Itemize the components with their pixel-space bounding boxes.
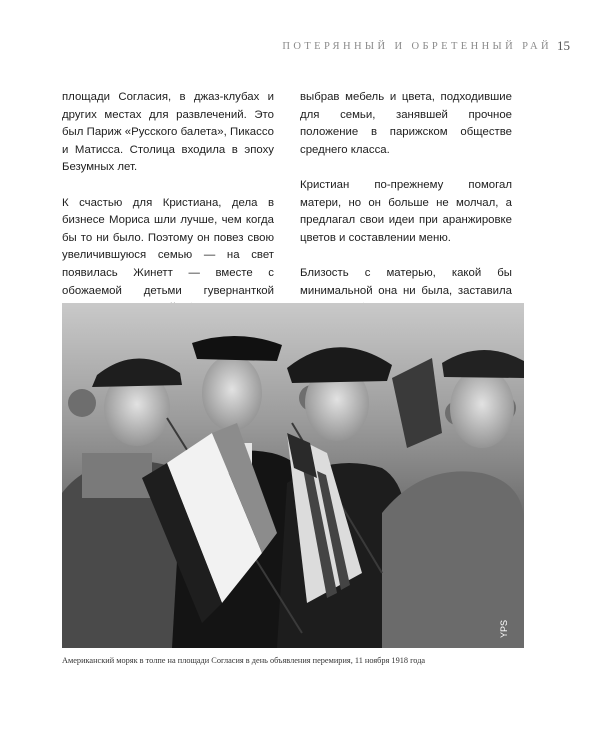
running-head: ПОТЕРЯННЫЙ И ОБРЕТЕННЫЙ РАЙ [282,41,552,52]
paragraph: Близость с матерью, какой бы минимальной она ни была, заставила [300,266,512,297]
photo-corner-mark: YPS [499,619,509,638]
archival-photo [62,303,524,648]
paragraph: Кристиан по-прежнему помогал матери, но он больше не молчал, а предлагал свои идеи при аранжировке цветов и составлении меню. [300,178,512,244]
photo-caption: Американский моряк в толпе на площади Согласия в день объявления перемирия, 11 ноября 1918 года [62,656,426,665]
paragraph: К счастью для Кристиана, дела в бизнесе Мориса шли лучше, чем когда бы то ни было. Поэтому он повез свою увеличившуюся семью — на свет появилась Жинетт — вместе с обожаемой детьми гувернанткой [62,196,274,297]
soldier-right-figure [382,350,524,648]
paragraph: площади Согласия, в джаз-клубах и других местах для развлечений. Это был Париж «Русского балета», Пикассо и Матисса. Столица входила в эпоху Безумных лет. [62,91,274,174]
paragraph: выбрав мебель и цвета, подходившие для семьи, занявшей прочное положение в парижском обществе среднего класса. [300,91,512,156]
page-number: 15 [557,38,570,53]
